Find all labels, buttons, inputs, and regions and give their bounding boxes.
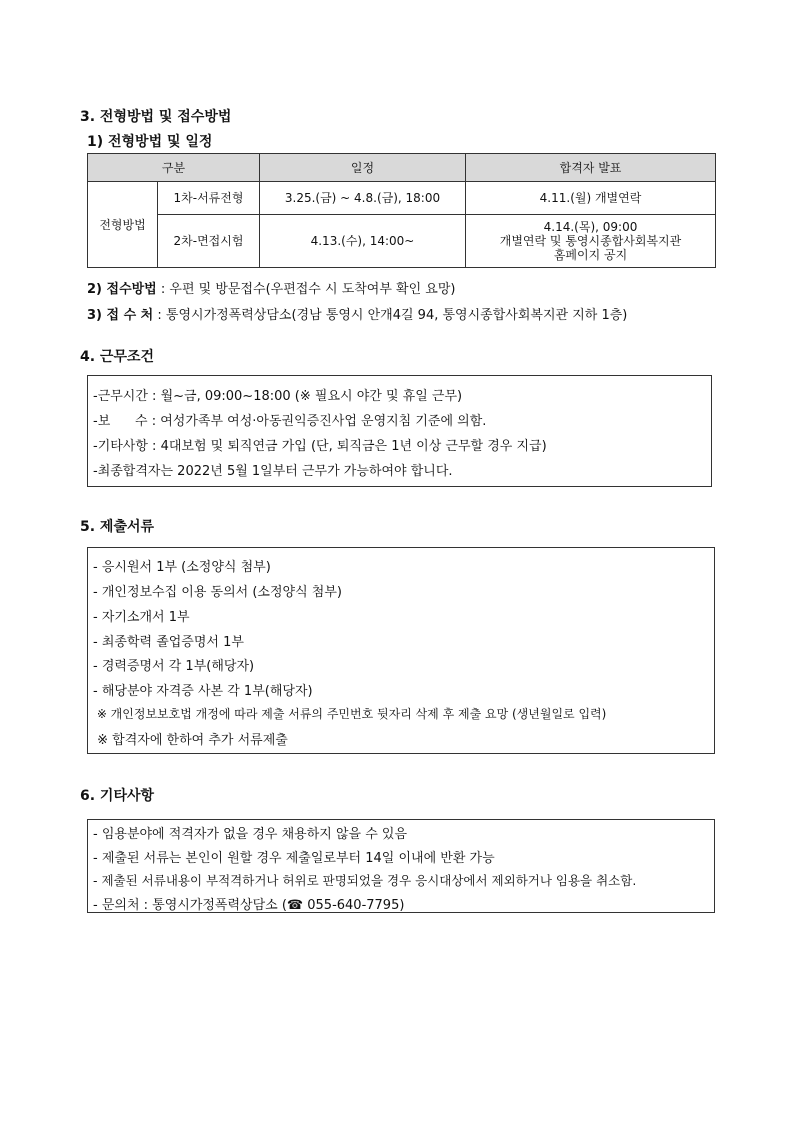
list-item: -보 수 : 여성가족부 여성·아동권익증진사업 운영지침 기준에 의함. [93,414,487,429]
table-header-row [88,154,716,182]
header-category: 구분 [88,154,260,182]
stage-cell: 2차-면접시험 [158,215,260,268]
list-item: - 제출된 서류내용이 부적격하거나 허위로 판명되었을 경우 응시대상에서 제외하거나 임용을 취소함. [93,873,637,888]
application-place [87,304,627,323]
result-cell [466,215,716,268]
application-method-label: 2) 접수방법 [87,282,157,297]
application-method [87,278,456,297]
list-item: - 자기소개서 1부 [93,610,190,625]
table-row [88,215,716,268]
note-item: ※ 개인정보보호법 개정에 따라 제출 서류의 주민번호 뒷자리 삭제 후 제출 요망 (생년월일로 입력) [93,707,607,721]
misc-box [87,819,715,913]
list-item: - 응시원서 1부 (소정양식 첨부) [93,560,271,575]
list-item: -근무시간 : 월~금, 09:00~18:00 (※ 필요시 야간 및 휴일 근무) [93,389,463,404]
application-place-text: : 통영시가정폭력상담소(경남 통영시 안개4길 94, 통영시종합사회복지관 지하 1층) [153,308,628,323]
result-line: 홈페이지 공지 [553,248,628,262]
section-3-subtitle: 1) 전형방법 및 일정 [87,134,213,150]
list-item: - 해당분야 자격증 사본 각 1부(해당자) [93,684,313,699]
note-item: ※ 합격자에 한하여 추가 서류제출 [93,733,288,748]
header-announcement: 합격자 발표 [466,154,716,182]
date-cell: 4.13.(수), 14:00~ [260,215,466,268]
section-5-title: 5. 제출서류 [80,519,155,535]
date-cell: 3.25.(금) ~ 4.8.(금), 18:00 [260,182,466,215]
result-line: 4.14.(목), 09:00 [543,220,638,234]
result-line: 개별연락 및 통영시종합사회복지관 [499,234,682,248]
work-conditions-box [87,375,712,487]
list-item: -최종합격자는 2022년 5월 1일부터 근무가 가능하여야 합니다. [93,464,453,479]
list-item: - 문의처 : 통영시가정폭력상담소 (☎ 055-640-7795) [93,898,405,913]
list-item: - 최종학력 졸업증명서 1부 [93,635,244,650]
stage-cell: 1차-서류전형 [158,182,260,215]
table-row [88,182,716,215]
list-item: - 개인정보수집 이용 동의서 (소정양식 첨부) [93,585,342,600]
section-6-title: 6. 기타사항 [80,788,155,804]
list-item: - 임용분야에 적격자가 없을 경우 채용하지 않을 수 있음 [93,827,408,842]
documents-box [87,547,715,754]
schedule-table [87,153,716,268]
section-3-title: 3. 전형방법 및 접수방법 [80,109,232,125]
list-item: - 제출된 서류는 본인이 원할 경우 제출일로부터 14일 이내에 반환 가능 [93,851,495,866]
header-schedule: 일정 [260,154,466,182]
application-method-text: : 우편 및 방문접수(우편접수 시 도착여부 확인 요망) [156,282,456,297]
result-cell: 4.11.(월) 개별연락 [466,182,716,215]
list-item: -기타사항 : 4대보험 및 퇴직연금 가입 (단, 퇴직금은 1년 이상 근무할 경우 지급) [93,439,547,454]
group-cell: 전형방법 [88,182,158,268]
application-place-label: 3) 접 수 처 [87,308,154,323]
section-4-title: 4. 근무조건 [80,349,155,365]
list-item: - 경력증명서 각 1부(해당자) [93,659,255,674]
